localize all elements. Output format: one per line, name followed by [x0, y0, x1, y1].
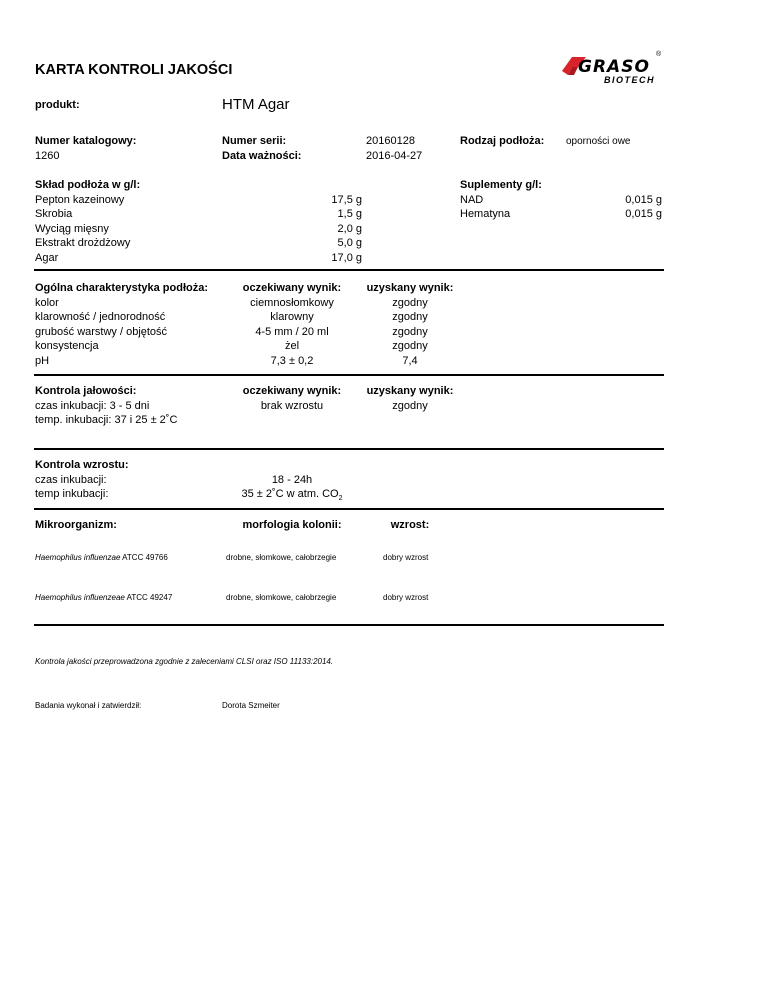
characteristics-expected	[232, 296, 352, 369]
atcc-number: ATCC 49766	[122, 553, 168, 562]
composition-heading: Skład podłoża w g/l:	[35, 179, 141, 191]
graso-logo	[560, 53, 664, 89]
section-divider	[34, 374, 664, 376]
growth-time-label: czas inkubacji:	[35, 473, 107, 486]
section-divider	[34, 448, 664, 450]
obtained-value: zgodny	[392, 311, 428, 324]
co2-subscript: 2	[338, 495, 343, 503]
supplement-item-amount: 0,015 g	[625, 193, 662, 206]
composition-item-amount: 1,5 g	[337, 208, 362, 221]
supplements-heading: Suplementy g/l:	[460, 179, 542, 191]
document-title: KARTA KONTROLI JAKOŚCI	[35, 62, 233, 78]
composition-item-amount: 17,0 g	[331, 251, 362, 264]
morphology-value: drobne, słomkowe, całobrzegie	[226, 553, 337, 562]
composition-amounts	[300, 193, 362, 266]
species-name: Haemophilus influenzeae	[35, 593, 125, 602]
expected-value: klarowny	[270, 311, 314, 324]
composition-item-name: Skrobia	[35, 208, 73, 221]
morphology-value: drobne, słomkowe, całobrzegie	[226, 593, 337, 602]
composition-item-amount: 2,0 g	[337, 222, 362, 235]
organism-row	[35, 553, 168, 563]
expiry-value: 2016-04-27	[366, 149, 423, 162]
composition-item-name: Ekstrakt drożdżowy	[35, 237, 131, 250]
supplement-item-name: NAD	[460, 193, 484, 206]
sterility-temp: temp. inkubacji: 37 i 25 ± 2˚C	[35, 414, 178, 427]
sterility-expected: brak wzrostu	[260, 399, 324, 412]
logo-sub: BIOTECH	[604, 75, 655, 85]
sterility-obtained-heading: uzyskany wynik:	[366, 385, 454, 397]
growth-temp-label: temp inkubacji:	[35, 488, 109, 501]
sterility-heading: Kontrola jałowości:	[35, 385, 137, 397]
atcc-number: ATCC 49247	[126, 593, 173, 602]
composition-item-name: Agar	[35, 251, 59, 264]
species-name: Haemophilus influenzae	[35, 553, 121, 562]
product-name: HTM Agar	[222, 96, 290, 113]
growth-temp-value	[232, 487, 352, 507]
section-divider	[34, 508, 664, 510]
morphology-heading: morfologia kolonii:	[242, 519, 342, 531]
expected-value: żel	[284, 340, 300, 353]
growth-temp-text: 35 ± 2˚C w atm. CO	[241, 488, 339, 501]
section-divider	[34, 269, 664, 271]
obtained-value: 7,4	[402, 354, 418, 367]
growth-value: dobry wzrost	[383, 593, 429, 602]
series-label: Numer serii:	[222, 135, 287, 147]
characteristic-param: pH	[35, 354, 50, 367]
medium-type-value: oporności owe	[566, 136, 631, 147]
characteristic-param: konsystencja	[35, 340, 99, 353]
expiry-label: Data ważności:	[222, 149, 302, 162]
organisms-heading: Mikroorganizm:	[35, 519, 117, 531]
composition-item-amount: 17,5 g	[331, 193, 362, 206]
catalog-value: 1260	[35, 149, 60, 162]
characteristic-param: kolor	[35, 296, 59, 309]
signature-label: Badania wykonał i zatwierdził:	[35, 701, 142, 710]
sterility-obtained: zgodny	[392, 399, 428, 412]
compliance-note: Kontrola jakości przeprowadzona zgodnie z zaleceniami CLSI oraz ISO 11133:2014.	[35, 657, 334, 666]
growth-value: dobry wzrost	[383, 553, 429, 562]
supplement-item-amount: 0,015 g	[625, 208, 662, 221]
sterility-time: czas inkubacji: 3 - 5 dni	[35, 399, 150, 412]
organism-row	[35, 593, 172, 603]
expected-value: 7,3 ± 0,2	[270, 354, 314, 367]
obtained-value: zgodny	[392, 325, 428, 338]
catalog-label: Numer katalogowy:	[35, 135, 137, 147]
logo-brand: GRASO	[578, 57, 650, 77]
growth-result-heading: wzrost:	[390, 519, 430, 531]
supplement-names	[460, 193, 510, 222]
composition-item-name: Wyciąg mięsny	[35, 222, 109, 235]
composition-names	[35, 193, 130, 266]
growth-time-value: 18 - 24h	[271, 473, 313, 486]
supplement-amounts	[590, 193, 662, 222]
series-value: 20160128	[366, 135, 415, 147]
expected-value: 4-5 mm / 20 ml	[255, 325, 329, 338]
signature-name: Dorota Szmeiter	[222, 701, 280, 710]
growth-heading: Kontrola wzrostu:	[35, 459, 129, 471]
sterility-expected-heading: oczekiwany wynik:	[242, 385, 342, 397]
product-label: produkt:	[35, 99, 80, 111]
characteristics-params	[35, 296, 167, 369]
characteristics-heading: Ogólna charakterystyka podłoża:	[35, 282, 208, 294]
expected-value: ciemnosłomkowy	[250, 296, 334, 309]
composition-item-amount: 5,0 g	[337, 237, 362, 250]
obtained-value: zgodny	[392, 340, 428, 353]
characteristics-obtained	[350, 296, 470, 369]
registered-mark: ®	[656, 51, 662, 58]
characteristic-param: grubość warstwy / objętość	[35, 325, 168, 338]
supplement-item-name: Hematyna	[460, 208, 511, 221]
obtained-result-heading: uzyskany wynik:	[366, 282, 454, 294]
medium-type-label: Rodzaj podłoża:	[460, 135, 545, 147]
composition-item-name: Pepton kazeinowy	[35, 193, 125, 206]
obtained-value: zgodny	[392, 296, 428, 309]
characteristic-param: klarowność / jednorodność	[35, 311, 166, 324]
expected-result-heading: oczekiwany wynik:	[242, 282, 342, 294]
section-divider	[34, 624, 664, 626]
